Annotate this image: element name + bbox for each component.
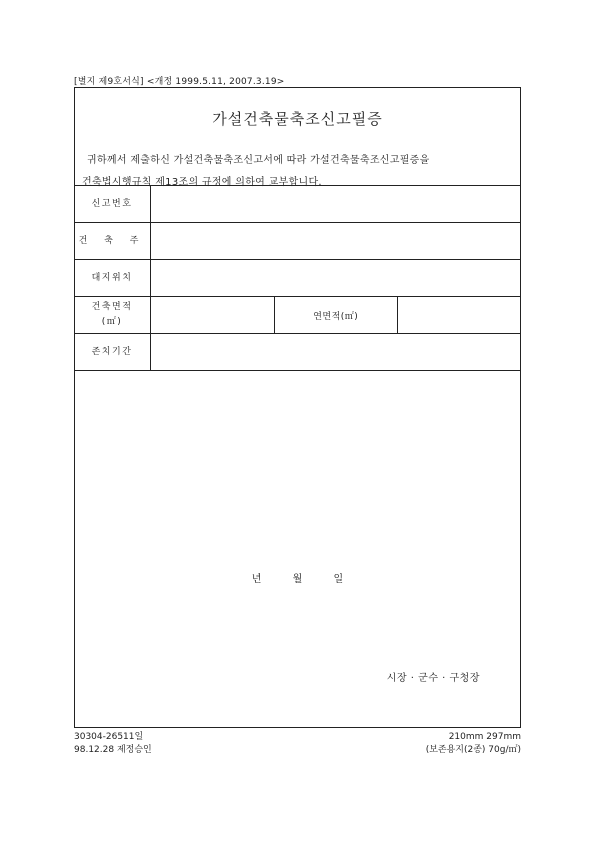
notice-line-2: 건축법시행규칙 제13조의 규정에 의하여 교부합니다. <box>82 177 322 188</box>
building-area-unit: (㎡) <box>101 317 123 327</box>
footer-right <box>426 731 521 757</box>
report-number-label: 신고번호 <box>74 186 151 223</box>
certificate-form <box>74 87 521 728</box>
owner-field[interactable] <box>151 223 522 260</box>
paper-type: (보존용지(2종) 70g/㎡) <box>425 745 521 755</box>
duration-label: 존치기간 <box>74 334 151 371</box>
building-area-label-cell <box>74 297 151 334</box>
approval-date: 98.12.28 제정승인 <box>74 745 152 755</box>
table-row <box>74 260 521 297</box>
form-code: 30304-26511일 <box>74 732 144 742</box>
date-day: 일 <box>333 574 344 585</box>
floor-area-field[interactable] <box>398 297 522 334</box>
paper-size: 210mm 297mm <box>448 732 521 742</box>
duration-field[interactable] <box>151 334 522 371</box>
building-area-field[interactable] <box>151 297 275 334</box>
floor-area-label: 연면적(㎡) <box>274 297 398 334</box>
form-number-note: [별지 제9호서식] <개정 1999.5.11, 2007.3.19> <box>74 77 285 87</box>
report-number-field[interactable] <box>151 186 522 223</box>
table-row <box>74 297 521 334</box>
table-row <box>74 334 521 371</box>
site-location-label: 대지위치 <box>74 260 151 297</box>
notice-line-1: 귀하께서 제출하신 가설건축물축조신고서에 따라 가설건축물축조신고필증을 <box>87 155 430 166</box>
form-table <box>74 185 521 371</box>
site-location-field[interactable] <box>151 260 522 297</box>
date-month: 월 <box>292 574 303 585</box>
issuer: 시장 · 군수 · 구청장 <box>386 673 480 684</box>
table-row <box>74 186 521 223</box>
issue-date <box>75 570 520 585</box>
page-title: 가설건축물축조신고필증 <box>212 110 383 128</box>
owner-label: 건 축 주 <box>74 223 151 260</box>
table-row <box>74 223 521 260</box>
date-year: 년 <box>251 574 262 585</box>
footer-left <box>74 731 152 757</box>
building-area-label: 건축면적 <box>91 302 133 312</box>
